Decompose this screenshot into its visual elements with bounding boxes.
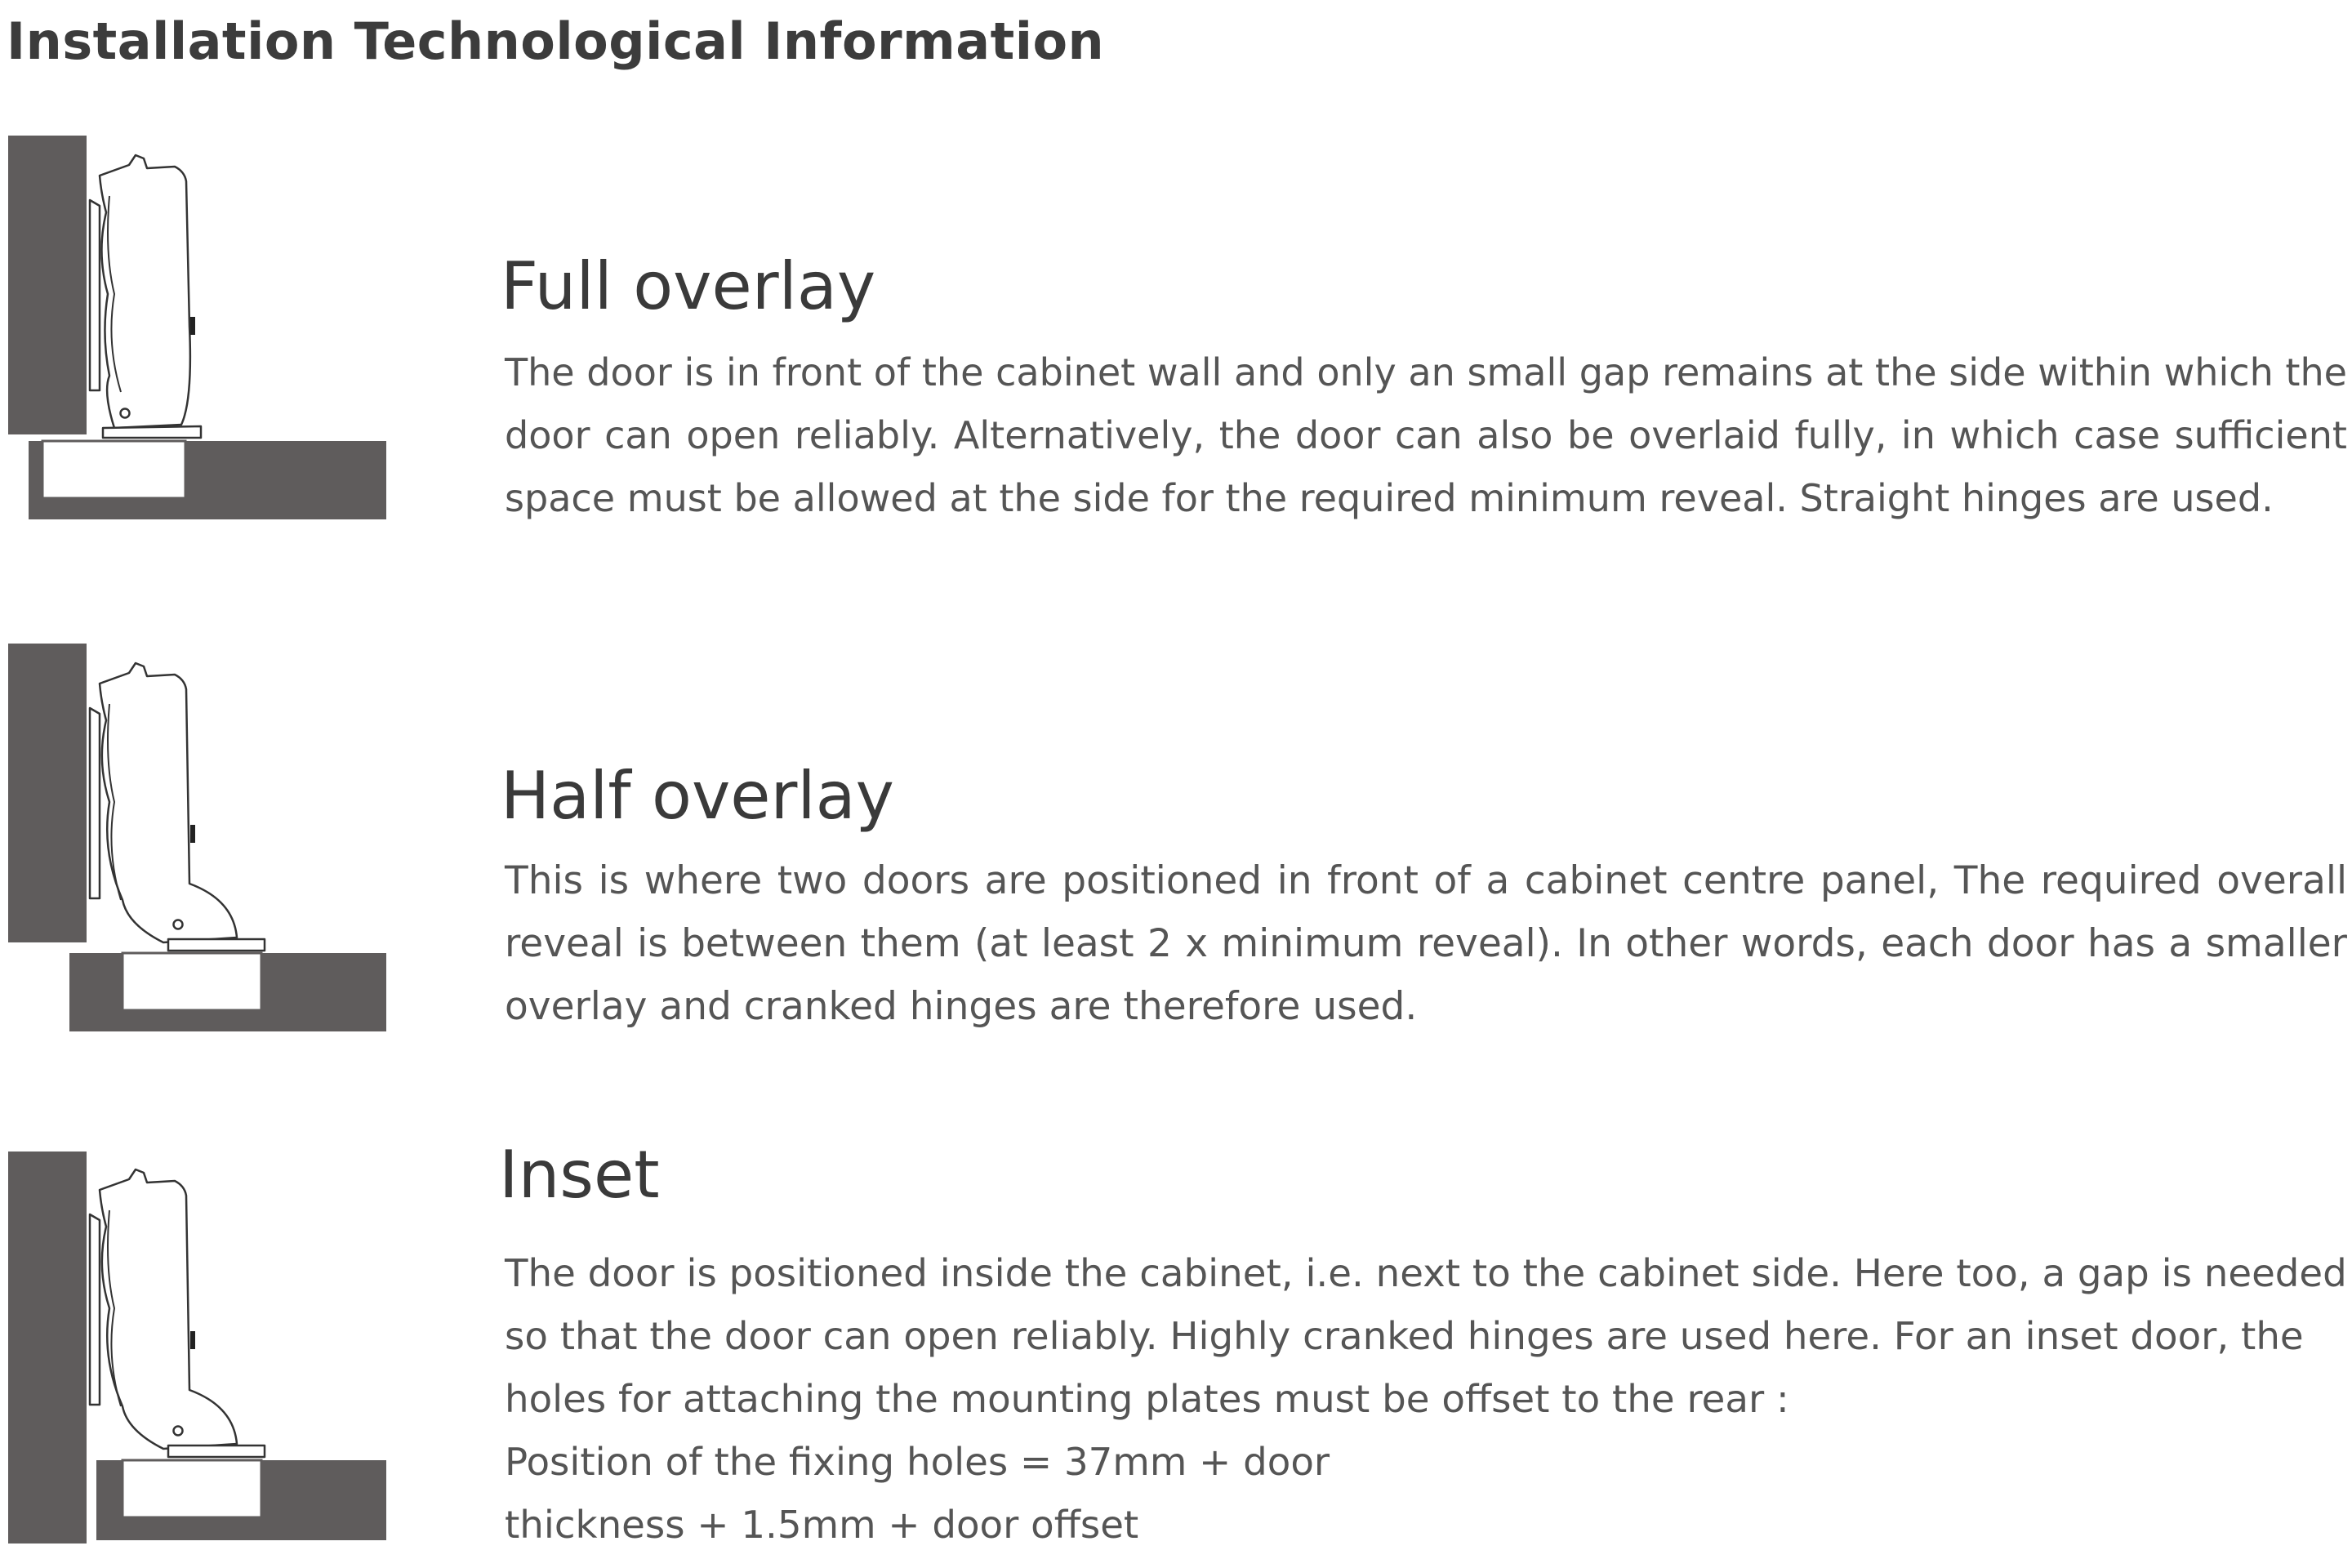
text-line: overlay and cranked hinges are therefore used. <box>505 984 1418 1029</box>
text-line: so that the door can open reliably. Highly cranked hinges are used here. For an inset door, the <box>505 1315 2304 1359</box>
heading-half-overlay: Half overlay <box>501 758 894 834</box>
text-line: reveal is between them (at least 2 x minimum reveal). In other words, each door has a smaller <box>505 921 2347 966</box>
heading-inset: Inset <box>499 1137 660 1213</box>
text-line: Position of the fixing holes = 37mm + door <box>505 1441 1330 1485</box>
text-line: The door is positioned inside the cabinet, i.e. next to the cabinet side. Here too, a gap is needed <box>505 1252 2347 1296</box>
text-line: The door is in front of the cabinet wall and only an small gap remains at the side within which the <box>505 350 2347 394</box>
full-overlay-hinge-diagram <box>0 131 408 539</box>
text-line: thickness + 1.5mm + door offset <box>505 1503 1139 1548</box>
text-line: This is where two doors are positioned in front of a cabinet centre panel, The required overall <box>505 858 2347 903</box>
inset-hinge-diagram <box>0 1145 408 1553</box>
heading-full-overlay: Full overlay <box>501 248 876 324</box>
half-overlay-hinge-diagram <box>0 639 408 1047</box>
text-line: holes for attaching the mounting plates must be offset to the rear : <box>505 1378 1789 1422</box>
full-overlay-description <box>505 341 2347 530</box>
text-line: space must be allowed at the side for the required minimum reveal. Straight hinges are used. <box>505 476 2274 520</box>
inset-description <box>505 1243 2347 1557</box>
half-overlay-description <box>505 849 2347 1038</box>
page-title: Installation Technological Information <box>7 11 1105 71</box>
text-line: door can open reliably. Alternatively, the door can also be overlaid fully, in which case sufficient <box>505 413 2347 457</box>
